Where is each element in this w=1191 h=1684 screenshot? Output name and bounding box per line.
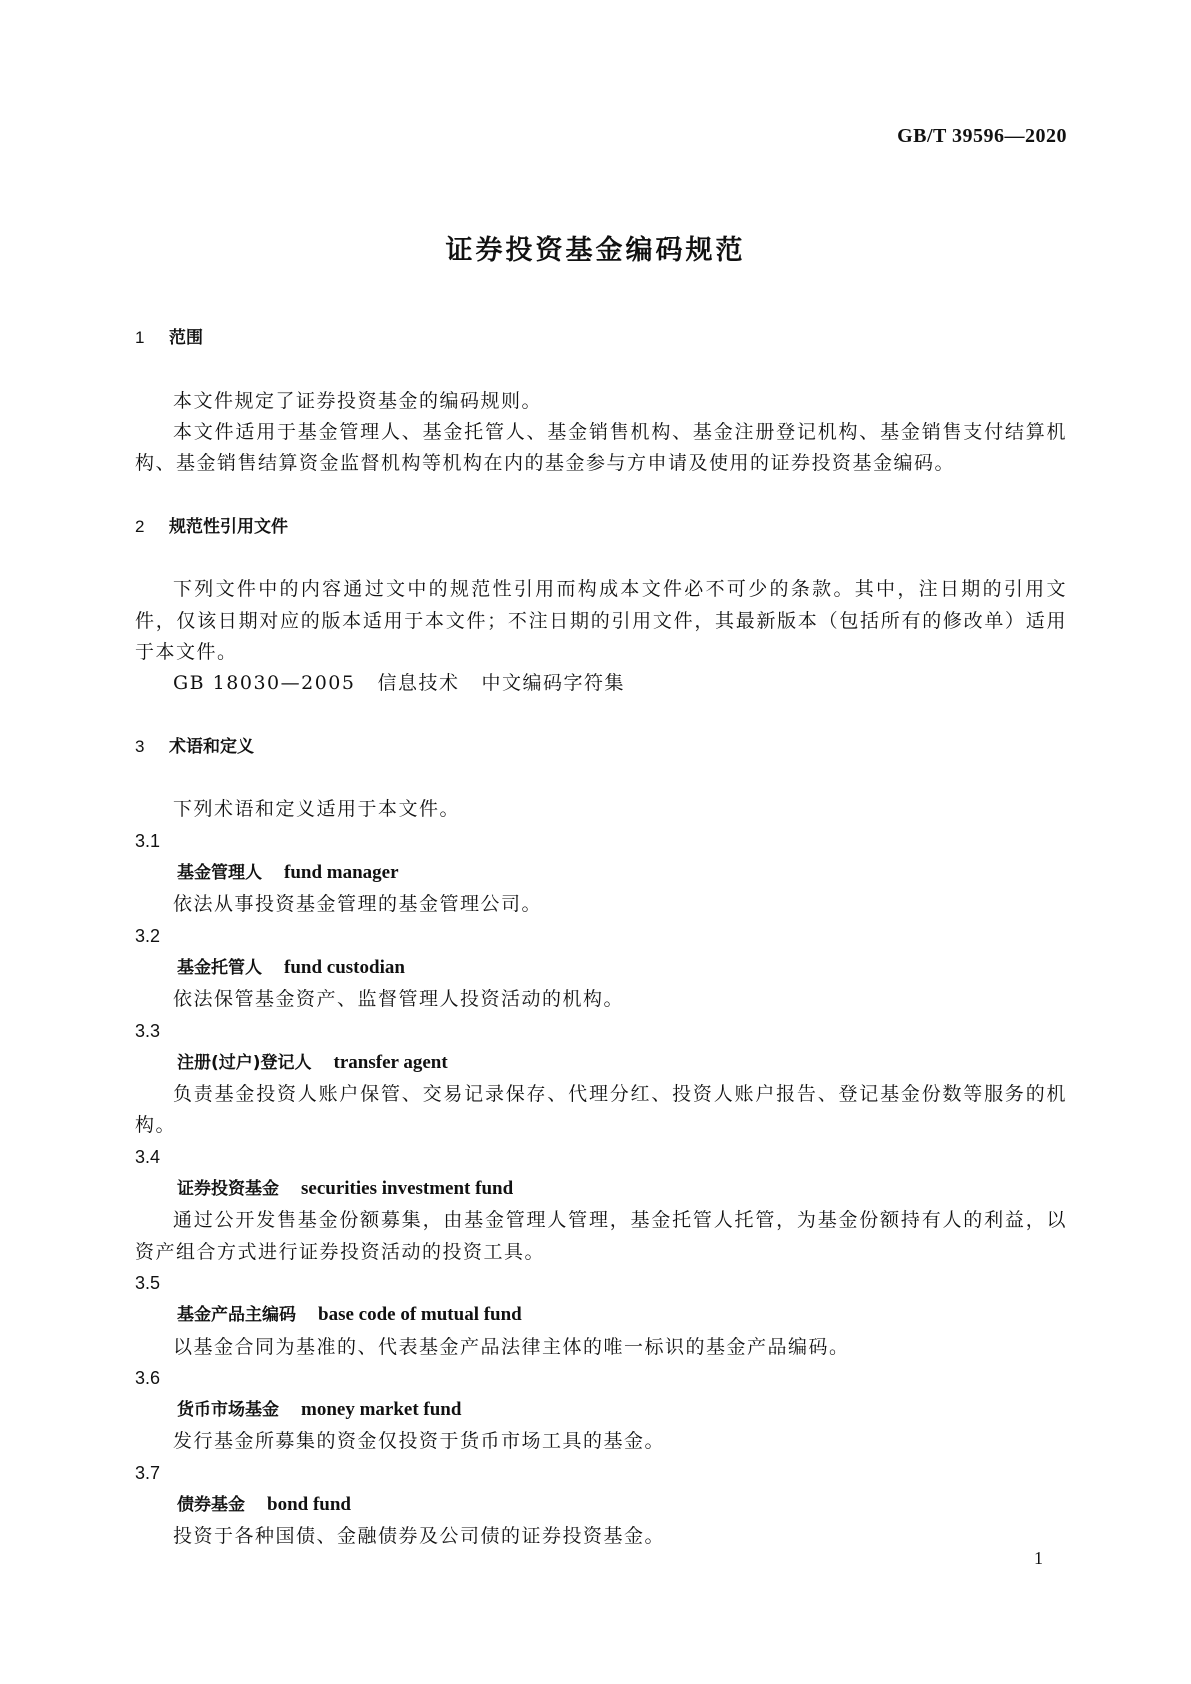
section-normative-references [135, 511, 1067, 700]
section-number: 3 [135, 736, 145, 756]
term-number: 3.6 [135, 1367, 161, 1388]
section-heading [135, 731, 1067, 763]
term-zh: 债券基金 [177, 1494, 245, 1515]
document-body [135, 322, 1067, 1553]
term-en: money market fund [301, 1399, 462, 1421]
term-number: 3.4 [135, 1146, 161, 1167]
standard-number: GB/T 39596—2020 [897, 125, 1067, 147]
reference-title-part2: 中文编码字符集 [481, 672, 626, 695]
term-definition: 发行基金所募集的资金仅投资于货币市场工具的基金。 [173, 1430, 666, 1453]
paragraph: 下列术语和定义适用于本文件。 [173, 798, 461, 821]
term-heading [135, 1394, 1067, 1426]
term-entry [135, 1363, 1067, 1458]
term-entry [135, 826, 1067, 921]
section-title: 术语和定义 [169, 736, 254, 757]
term-entry [135, 1268, 1067, 1363]
term-definition: 以基金合同为基准的、代表基金产品法律主体的唯一标识的基金产品编码。 [173, 1335, 850, 1358]
term-heading [135, 1173, 1067, 1205]
term-en: securities investment fund [301, 1178, 514, 1200]
term-heading [135, 1489, 1067, 1521]
term-entry [135, 921, 1067, 1016]
section-title: 范围 [169, 328, 203, 348]
term-entry [135, 1458, 1067, 1553]
term-definition: 依法保管基金资产、监督管理人投资活动的机构。 [173, 988, 625, 1011]
page-title: 证券投资基金编码规范 [445, 235, 746, 266]
term-number: 3.7 [135, 1462, 161, 1483]
term-en: transfer agent [333, 1051, 448, 1073]
section-terms [135, 731, 1067, 1553]
term-zh: 基金管理人 [177, 863, 262, 884]
section-number: 2 [135, 516, 145, 536]
reference-entry [135, 668, 1067, 699]
page-number: 1 [1034, 1548, 1043, 1568]
paragraph: 本文件规定了证券投资基金的编码规则。 [173, 389, 543, 412]
section-title: 规范性引用文件 [169, 516, 288, 537]
term-entry [135, 1016, 1067, 1142]
term-number: 3.3 [135, 1020, 161, 1041]
term-definition: 投资于各种国债、金融债券及公司债的证券投资基金。 [173, 1525, 666, 1548]
term-en: fund manager [284, 862, 399, 884]
section-scope [135, 322, 1067, 479]
paragraph: 本文件适用于基金管理人、基金托管人、基金销售机构、基金注册登记机构、基金销售支付结算机构、基金销售结算资金监督机构等机构在内的基金参与方申请及使用的证券投资基金编码。 [135, 420, 1067, 475]
terms-list [135, 826, 1067, 1553]
term-heading [135, 1299, 1067, 1331]
term-number: 3.5 [135, 1272, 161, 1293]
reference-title-part1: 信息技术 [377, 672, 460, 695]
term-definition: 依法从事投资基金管理的基金管理公司。 [173, 893, 543, 916]
term-zh: 基金托管人 [177, 957, 262, 978]
section-heading [135, 511, 1067, 543]
term-en: fund custodian [284, 956, 405, 978]
term-heading [135, 1047, 1067, 1079]
section-heading [135, 322, 1067, 354]
term-zh: 基金产品主编码 [177, 1305, 296, 1326]
paragraph: 下列文件中的内容通过文中的规范性引用而构成本文件必不可少的条款。其中，注日期的引用文件，仅该日期对应的版本适用于本文件；不注日期的引用文件，其最新版本（包括所有的修改单）适用于本文件。 [135, 578, 1067, 663]
term-zh: 货币市场基金 [177, 1400, 279, 1421]
term-number: 3.2 [135, 925, 161, 946]
section-number: 1 [135, 328, 145, 347]
term-definition: 通过公开发售基金份额募集，由基金管理人管理，基金托管人托管，为基金份额持有人的利益，以资产组合方式进行证券投资活动的投资工具。 [135, 1209, 1067, 1263]
term-entry [135, 1142, 1067, 1268]
reference-code: GB 18030—2005 [173, 672, 356, 695]
term-number: 3.1 [135, 830, 161, 851]
term-en: base code of mutual fund [318, 1304, 522, 1326]
term-definition: 负责基金投资人账户保管、交易记录保存、代理分红、投资人账户报告、登记基金份数等服务的机构。 [135, 1083, 1067, 1137]
term-heading [135, 952, 1067, 984]
term-en: bond fund [267, 1493, 351, 1515]
term-zh: 注册(过户)登记人 [177, 1052, 312, 1073]
term-heading [135, 857, 1067, 889]
term-zh: 证券投资基金 [177, 1179, 279, 1200]
